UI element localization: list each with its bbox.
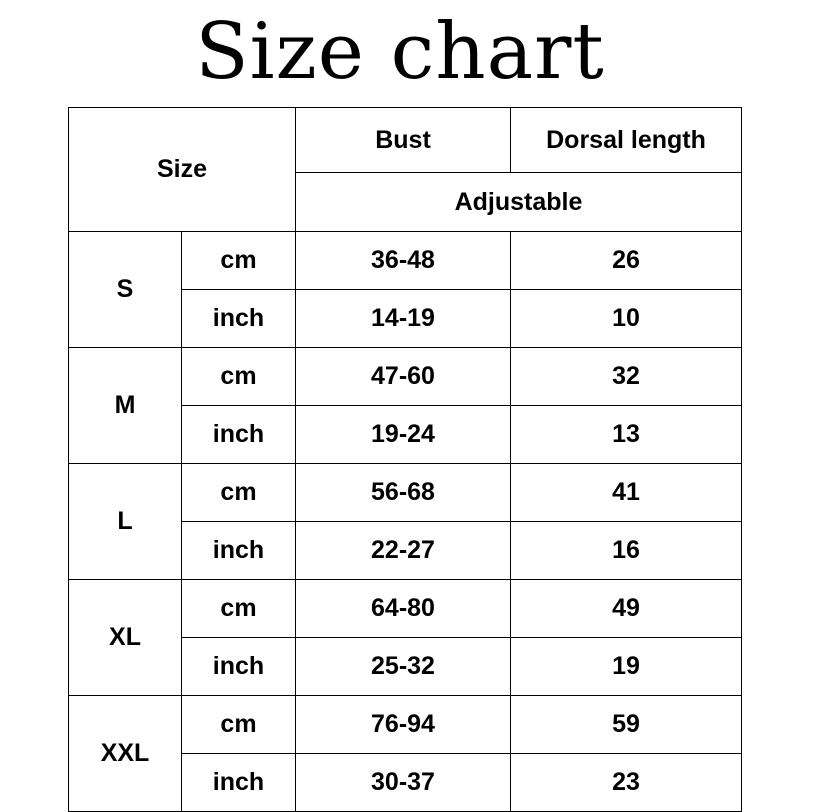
dorsal-cell: 19	[511, 638, 742, 696]
unit-cell: cm	[182, 580, 296, 638]
bust-cell: 30-37	[296, 754, 511, 812]
unit-cell: inch	[182, 522, 296, 580]
bust-cell: 47-60	[296, 348, 511, 406]
unit-cell: inch	[182, 406, 296, 464]
unit-cell: inch	[182, 290, 296, 348]
unit-cell: cm	[182, 696, 296, 754]
dorsal-cell: 10	[511, 290, 742, 348]
unit-cell: cm	[182, 232, 296, 290]
dorsal-cell: 16	[511, 522, 742, 580]
table-row	[69, 464, 742, 522]
unit-cell: cm	[182, 464, 296, 522]
table-row	[69, 696, 742, 754]
header-row	[69, 108, 742, 173]
size-header: Size	[69, 108, 296, 232]
bust-header: Bust	[296, 108, 511, 173]
bust-cell: 14-19	[296, 290, 511, 348]
dorsal-cell: 49	[511, 580, 742, 638]
page-title: Size chart	[195, 7, 605, 97]
bust-cell: 25-32	[296, 638, 511, 696]
bust-cell: 36-48	[296, 232, 511, 290]
bust-cell: 76-94	[296, 696, 511, 754]
size-cell: XXL	[69, 696, 182, 812]
table-row	[69, 580, 742, 638]
adjustable-header: Adjustable	[296, 173, 742, 232]
dorsal-cell: 23	[511, 754, 742, 812]
size-chart-table	[68, 107, 742, 812]
dorsal-cell: 59	[511, 696, 742, 754]
dorsal-cell: 32	[511, 348, 742, 406]
size-cell: L	[69, 464, 182, 580]
dorsal-cell: 41	[511, 464, 742, 522]
dorsal-length-header: Dorsal length	[511, 108, 742, 173]
bust-cell: 64-80	[296, 580, 511, 638]
unit-cell: cm	[182, 348, 296, 406]
bust-cell: 56-68	[296, 464, 511, 522]
dorsal-cell: 13	[511, 406, 742, 464]
table-row	[69, 348, 742, 406]
unit-cell: inch	[182, 638, 296, 696]
bust-cell: 19-24	[296, 406, 511, 464]
bust-cell: 22-27	[296, 522, 511, 580]
table-row	[69, 232, 742, 290]
size-cell: S	[69, 232, 182, 348]
size-cell: M	[69, 348, 182, 464]
dorsal-cell: 26	[511, 232, 742, 290]
size-cell: XL	[69, 580, 182, 696]
unit-cell: inch	[182, 754, 296, 812]
